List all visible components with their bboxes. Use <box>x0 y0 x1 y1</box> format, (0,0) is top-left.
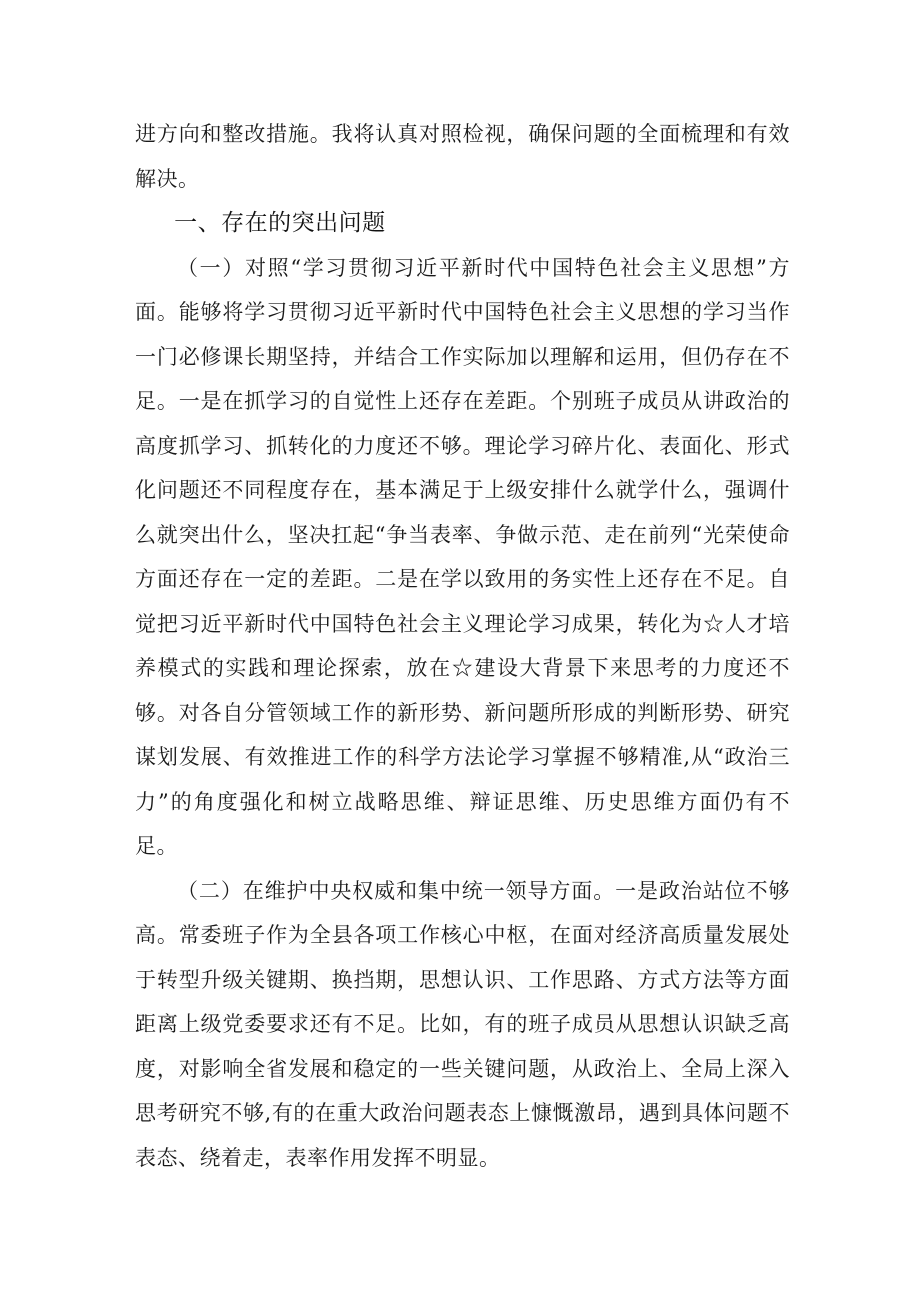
document-body <box>135 112 790 1180</box>
paragraph-two: （二）在维护中央权威和集中统一领导方面。一是政治站位不够高。常委班子作为全县各项工作核心中枢，在面对经济高质量发展处于转型升级关键期、换挡期，思想认识、工作思路、方式方法等方面距离上级党委要求还有不足。比如，有的班子成员从思想认识缺乏高度，对影响全省发展和稳定的一些关键问题，从政治上、全局上深入思考研究不够,有的在重大政治问题表态上慷慨激昂，遇到具体问题不表态、绕着走，表率作用发挥不明显。 <box>135 878 790 1170</box>
intro-paragraph: 进方向和整改措施。我将认真对照检视，确保问题的全面梳理和有效解决。 <box>135 122 790 191</box>
section-heading: 一、存在的突出问题 <box>174 210 386 236</box>
paragraph-one: （一）对照“学习贯彻习近平新时代中国特色社会主义思想”方面。能够将学习贯彻习近平新时代中国特色社会主义思想的学习当作一门必修课长期坚持，并结合工作实际加以理解和运用，但仍存在不足。一是在抓学习的自觉性上还存在差距。个别班子成员从讲政治的高度抓学习、抓转化的力度还不够。理论学习碎片化、表面化、形式化问题还不同程度存在，基本满足于上级安排什么就学什么，强调什么就突出什么，坚决扛起“争当表率、争做示范、走在前列“光荣使命方面还存在一定的差距。二是在学以致用的务实性上还存在不足。自觉把习近平新时代中国特色社会主义理论学习成果，转化为☆人才培养模式的实践和理论探索，放在☆建设大背景下来思考的力度还不够。对各自分管领域工作的新形势、新问题所形成的判断形势、研究谋划发展、有效推进工作的科学方法论学习掌握不够精准,从“政治三力”的角度强化和树立战略思维、辩证思维、历史思维方面仍有不足。 <box>135 255 790 858</box>
